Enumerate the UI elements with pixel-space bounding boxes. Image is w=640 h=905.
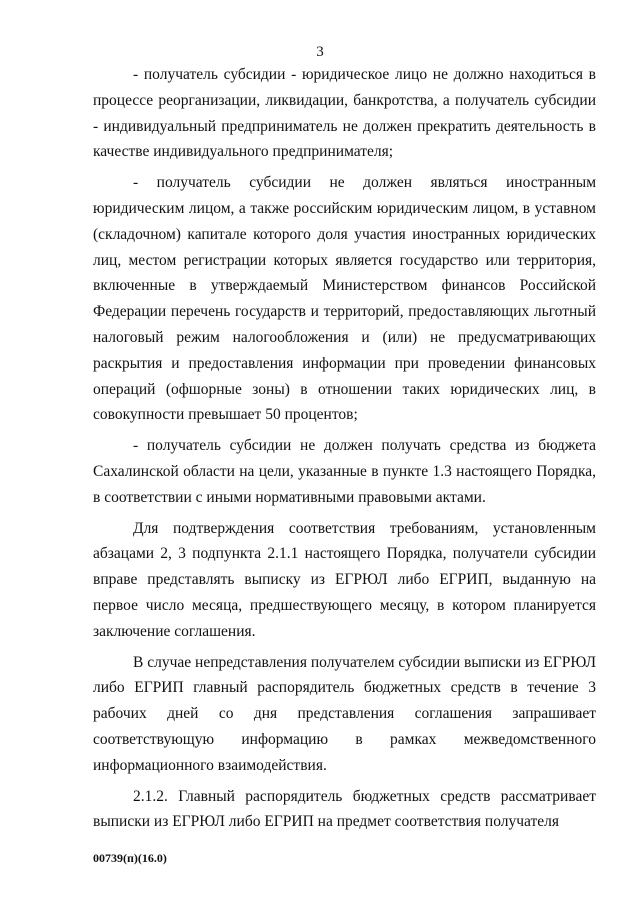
paragraph-interagency-request: В случае непредставления получателем субсидии выписки из ЕГРЮЛ либо ЕГРИП главный распорядитель бюджетных средств в течение 3 рабочих дней со дня представления соглашения запрашивает соответствующую информацию в рамках межведомственного информационного взаимодействия. — [93, 653, 596, 774]
page-number: 3 — [316, 44, 324, 60]
paragraph-budget-funds-requirement: - получатель субсидии не должен получать средства из бюджета Сахалинской области на цели, указанные в пункте 1.3 настоящего Порядка, в соответствии с иными нормативными правовыми актами. — [93, 437, 596, 506]
paragraph-offshore-requirement: - получатель субсидии не должен являться иностранным юридическим лицом, а также российским юридическим лицом, в уставном (складочном) капитале которого доля участия иностранных юридических лиц, местом регистрации которых является государство или территория, включенные в утверждаемый Министерством финансов Российской Федерации перечень государств и территорий, предоставляющих льготный налоговый режим налогообложения и (или) не предусматривающих раскрытия и предоставления информации при проведении финансовых операций (офшорные зоны) в отношении таких юридических лиц, в совокупности превышает 50 процентов; — [93, 174, 596, 424]
paragraph-bankruptcy-requirement: - получатель субсидии - юридическое лицо не должно находиться в процессе реорганизации, ликвидации, банкротства, а получатель субсидии - индивидуальный предприниматель не должен прекратить деятельность в качестве индивидуального предпринимателя; — [93, 66, 596, 161]
document-code: 00739(п)(16.0) — [93, 851, 167, 865]
paragraph-confirmation-extract: Для подтверждения соответствия требованиям, установленным абзацами 2, 3 подпункта 2.1.1 настоящего Порядка, получатели субсидии вправе представлять выписку из ЕГРЮЛ либо ЕГРИП, выданную на первое число месяца, предшествующего месяцу, в котором планируется заключение соглашения. — [93, 519, 596, 640]
document-body — [93, 62, 596, 840]
paragraph-2-1-2: 2.1.2. Главный распорядитель бюджетных средств рассматривает выписки из ЕГРЮЛ либо ЕГРИП на предмет соответствия получателя — [93, 787, 596, 831]
